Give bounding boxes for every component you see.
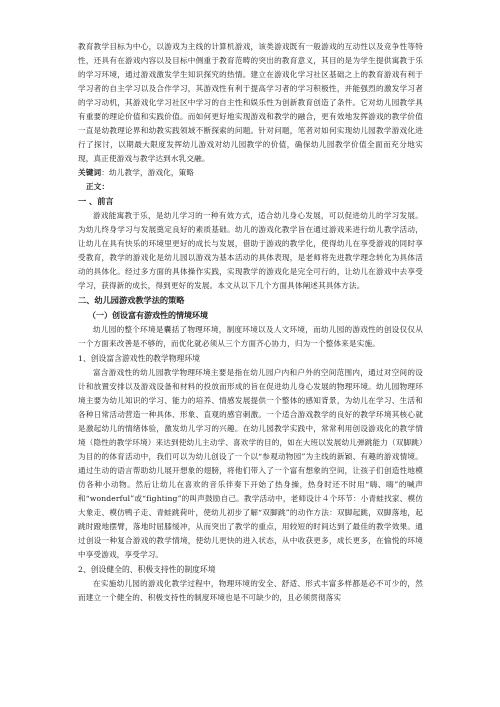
intro-paragraph: 游戏能寓教于乐，是幼儿学习的一种有效方式，适合幼儿身心发展，可以促进幼儿的学习发展。为幼儿终身学习与发展奠定良好的素质基础。幼儿的游戏化教学旨在通过游戏来进行幼儿教学活动，让幼儿在具有快乐的环境里更好的成长与发展，借助于游戏的教学化，使得幼儿在享受游戏的同时享受教育，教学的游戏化是幼儿园以游戏为基本活动的具体表现，是老师将先进教学理念转化为具体活动的具体化。经过多方面的具体操作实践，实现教学的游戏化是完全可行的，让幼儿在游戏中去享受学习，获得新的成长，得到更好的发展。本文从以下几个方面具体阐述其具体方法。: [78, 211, 423, 290]
keywords-text: ：幼儿教学，游戏化，策略: [101, 168, 195, 177]
subsection-1-paragraph: 富含游戏性的幼儿园教学物理环境主要是指在幼儿园户内和户外的空间范围内，通过对空间的设计和放置安排以及游戏设备和材料的投放而形成的旨在促进幼儿身心发展的物理环境。幼儿园物理环境主要为幼儿知识的学习、能力的培养、情感发展提供一个整体的感知背景，为幼儿在学习、生活和各种日常活动营造一种具体、形象、直观的感官刺激。一个适合游戏教学的良好的教学环境其核心就是激起幼儿的情绪体验，激发幼儿学习的兴趣。在幼儿园教学实践中，常常利用创设游戏化的教学情境（隐性的教学环境）来达到使幼儿主动学、喜欢学的目的，如在大班以发展幼儿弹跳能力（双脚跳）为目的的体育活动中，我们可以为幼儿创设了一个以“参观动物园”为主线的新颖、有趣的游戏情境。通过生动的语言帮助幼儿展开想象的翅膀，将他们带入了一个富有想象的空间，让孩子们创造性地模仿各种小动物。然后让幼儿在喜欢的音乐伴奏下开始了热身操，热身时还不时用“嗨、嗨”的喊声和“wonderful”或“fighting”的叫声鼓励自己。教学活动中，老师设计４个环节：小青蛙找家、模仿大象走、模仿鸭子走、青蛙跳荷叶，使幼儿初步了解“双脚跳”的动作方法：双脚起跳，双脚落地，起跳时蹬地摆臂，落地时屈膝缓冲，从而突出了教学的重点，用较短的时间达到了最佳的教学效果。通过创设一种复合游戏的教学情境，使幼儿更快的进入状态，从中收获更多，成长更多，在愉悦的环境中享受游戏，享受学习。: [78, 368, 423, 559]
body-colon: ：: [101, 182, 110, 191]
document-body: [78, 40, 423, 605]
subsection-2-paragraph: 在实施幼儿园的游戏化教学过程中，物理环境的安全、舒适、形式丰富多样都是必不可少的，然而建立一个健全的、积极支持性的制度环境也是不可缺少的，且必须贯彻落实: [78, 579, 423, 602]
abstract-paragraph: 教育教学目标为中心，以游戏为主线的计算机游戏，该类游戏既有一般游戏的互动性以及竞争性等特性，还具有在游戏内容以及目标中侧重于教育范畴的突出的教育意义，其目的是为学生提供寓教于乐的学习环境，通过游戏激发学生知识探究的热情。建立在游戏化学习社区基础之上的教育游戏有利于学习者的自主学习以及合作学习，其游戏性有利于提高学习者的学习积极性，并能强烈的激发学习者的学习动机，其游戏化学习社区中学习的自主性和娱乐性为创新教育创造了条件。它对幼儿园教学具有重要的理论价值和实践价值。而如何更好地实现游戏和教学的融合，更有效地发挥游戏的教学价值一直是幼教理论界和幼教实践领域不断探索的问题。针对问题，笔者对如何实现幼儿园教学游戏化进行了探讨，以期最大限度发挥幼儿游戏对幼儿园教学的价值，确保幼儿园教学价值全面而充分地实现，真正使游戏与教学达到水乳交融。: [78, 42, 423, 163]
section-heading-2-1: （一）创设富有游戏性的情境环境: [88, 310, 208, 320]
subsection-heading-2: 2、创设健全的、积极支持性的制度环境: [78, 565, 216, 574]
body-label: 正文: [86, 182, 102, 191]
subsection-heading-1: 1、创设富含游戏性的教学物理环境: [78, 354, 200, 363]
keywords-label: 关键词: [78, 168, 102, 177]
section-heading-1: 一 、前言: [78, 196, 114, 206]
body-label-line: [78, 180, 423, 194]
keywords-line: [78, 166, 423, 180]
section-2-1-paragraph: 幼儿园的整个环境是囊括了物理环境，制度环境以及人文环境，而幼儿园的游戏性的创设仅仅从一个方面来改善是不够的，而优化就必须从三个方面齐心协力，归为一个整体来是实施。: [78, 325, 423, 348]
section-heading-2: 二、幼儿园游戏教学法的策略: [78, 295, 185, 305]
